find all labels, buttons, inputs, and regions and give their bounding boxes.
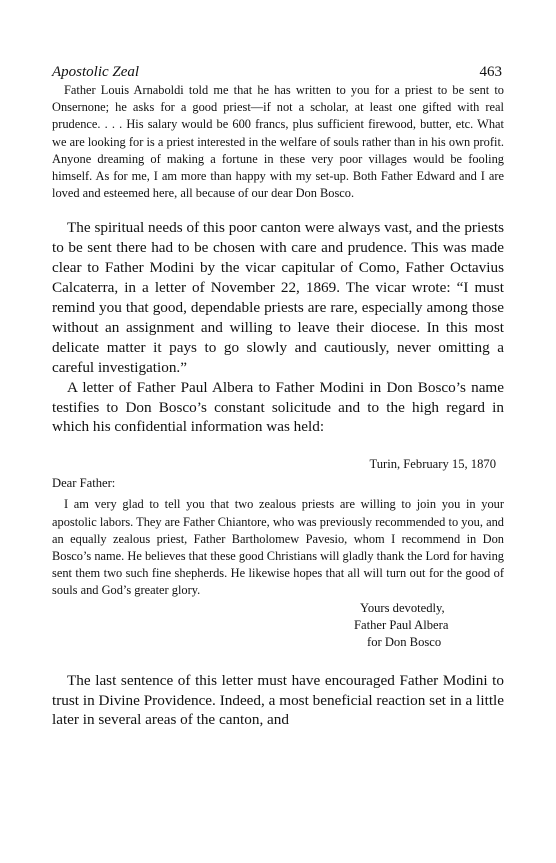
letter-closing: Yours devotedly, <box>360 600 445 615</box>
spacer <box>52 437 504 456</box>
letter-dateline: Turin, February 15, 1870 <box>369 457 496 472</box>
spacer <box>52 651 504 671</box>
spacer <box>52 202 504 218</box>
chapter-title: Apostolic Zeal <box>52 64 140 80</box>
paragraph-providence: The last sentence of this letter must have encouraged Father Modini to trust in Divine Providence. Indeed, a most beneficial reaction set in a little later in several areas of the canton, and <box>52 671 504 729</box>
letter-signoff <box>52 600 504 651</box>
letter-signer-note: for Don Bosco <box>367 634 442 649</box>
paragraph-spiritual-needs: The spiritual needs of this poor canton were always vast, and the priests to be sent there had to be chosen with care and prudence. This was made clear to Father Modini by the vicar capitular of Como, Father Octavius Calcaterra, in a letter of November 22, 1869. The vicar wrote: “I must remind you that good, dependable priests are rare, especially among those without an assignment and willing to leave their diocese. In this most delicate matter it pays to go slowly and cautiously, never omitting a careful investigation.” <box>52 219 504 376</box>
paragraph-albera-letter-intro: A letter of Father Paul Albera to Father Modini in Don Bosco’s name testifies to Don Bosco’s constant solicitude and to the high regard in which his confidential information was held: <box>52 378 504 436</box>
letter-salutation: Dear Father: <box>52 476 116 491</box>
letter-signer: Father Paul Albera <box>354 617 449 632</box>
book-page <box>52 62 504 730</box>
page-number: 463 <box>479 64 502 80</box>
block-quote-arnaboldi: Father Louis Arnaboldi told me that he has written to you for a priest to be sent to Onsernone; he asks for a good priest—if not a scholar, at least one gifted with real prudence. . . . His salary would be 600 francs, plus sufficient firewood, butter, etc. What we are looking for is a priest interested in the welfare of souls rather than in his own profit. Anyone dreaming of making a fortune in these very poor villages would be fooling himself. As for me, I am more than happy with my set-up. Both Father Edward and I are loved and esteemed here, all because of our dear Don Bosco. <box>52 83 504 201</box>
letter-body: I am very glad to tell you that two zealous priests are willing to join you in your apostolic labors. They are Father Chiantore, who was previously recommended to you, and an equally zealous priest, Father Bartholomew Pavesio, whom I recommend in Don Bosco’s name. He believes that these good Christians will gladly thank the Lord for having sent them two such fine shepherds. He likewise hopes that all will turn out for the good of souls and God’s greater glory. <box>52 497 504 598</box>
running-head <box>52 62 504 82</box>
